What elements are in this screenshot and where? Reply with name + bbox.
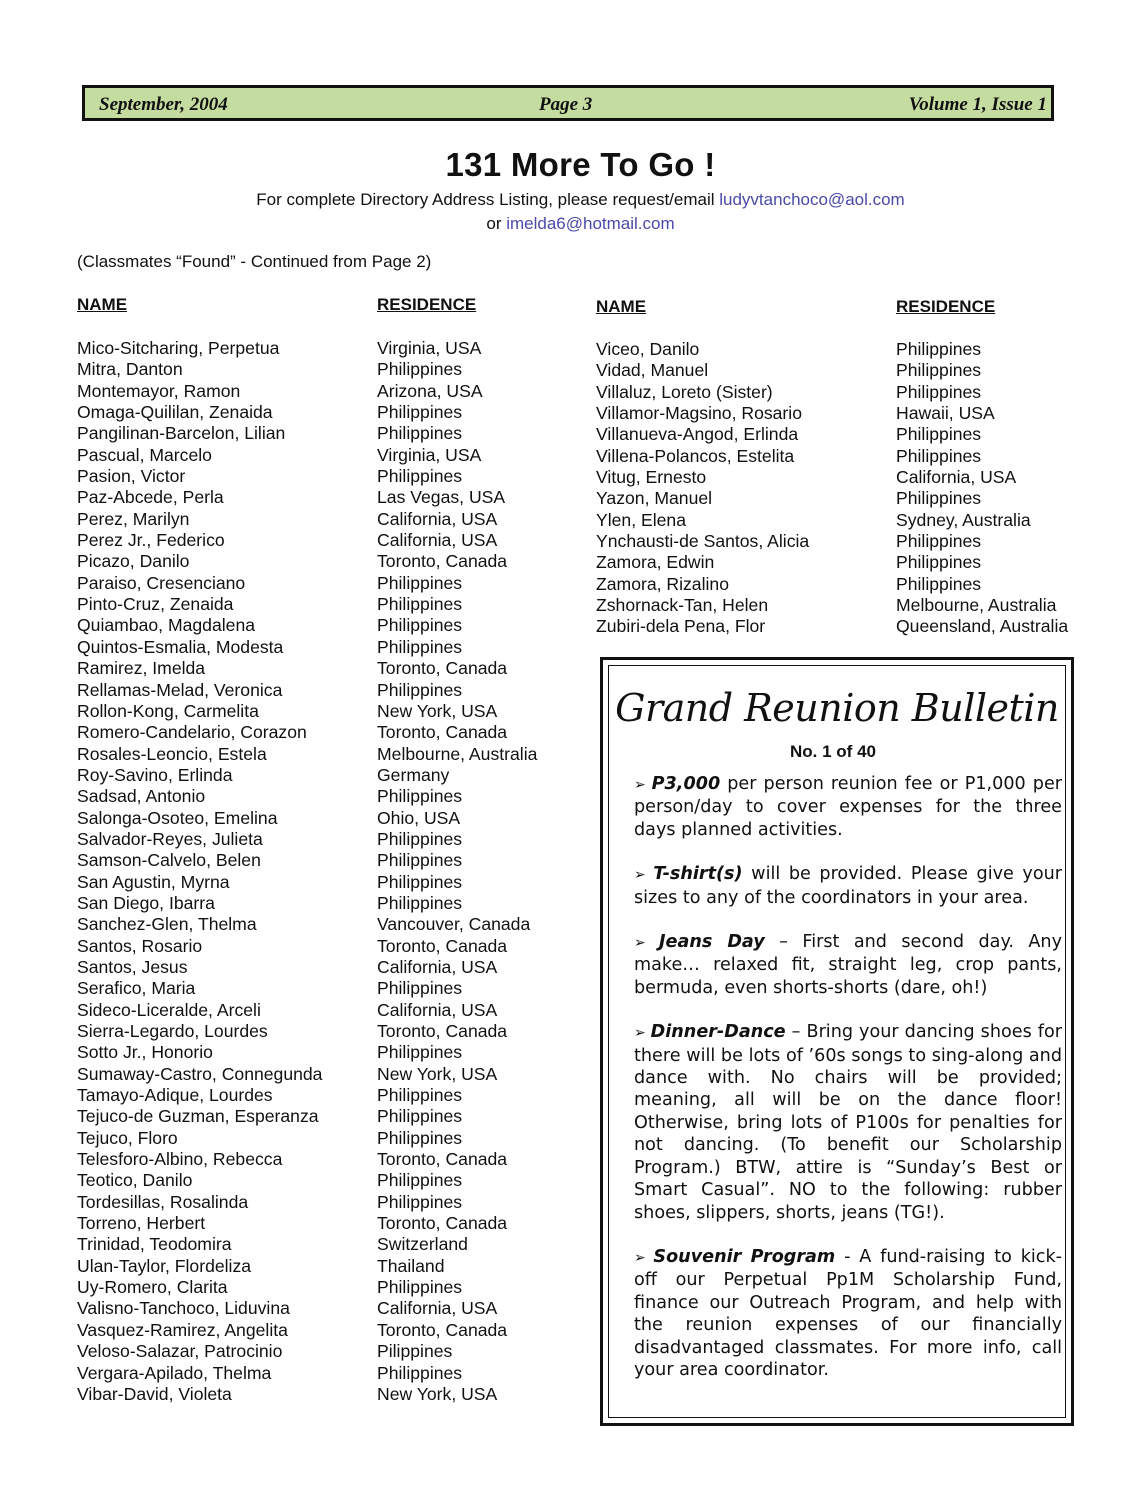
classmate-name: Roy-Savino, Erlinda <box>77 764 233 785</box>
right-residence-header: RESIDENCE <box>896 297 996 316</box>
arrow-bullet-icon: ➢ <box>634 935 660 952</box>
email-link-2[interactable]: imelda6@hotmail.com <box>506 214 675 233</box>
classmate-residence: Pilippines <box>377 1341 453 1362</box>
bulletin-item-key: Souvenir Program <box>653 1246 836 1267</box>
classmate-residence: Toronto, Canada <box>377 551 508 572</box>
page-number: Page 3 <box>539 94 593 115</box>
classmate-residence: California, USA <box>377 530 498 551</box>
classmate-name: Mitra, Danton <box>77 359 183 380</box>
classmate-residence: Philippines <box>377 466 463 487</box>
classmate-name: Veloso-Salazar, Patrocinio <box>77 1341 283 1362</box>
classmate-name: San Agustin, Myrna <box>77 871 230 892</box>
contact-or: or <box>486 214 507 233</box>
bulletin-item <box>634 773 1062 841</box>
classmate-name: Salvador-Reyes, Julieta <box>77 828 263 849</box>
classmate-name: Telesforo-Albino, Rebecca <box>77 1149 283 1170</box>
classmate-name: Sanchez-Glen, Thelma <box>77 914 257 935</box>
classmate-residence: Philippines <box>377 1277 463 1298</box>
arrow-bullet-icon: ➢ <box>634 1249 654 1266</box>
classmate-residence: Philippines <box>377 1362 463 1383</box>
classmate-name: Perez Jr., Federico <box>77 530 225 551</box>
page-title: 131 More To Go ! <box>445 146 716 183</box>
classmate-name: Mico-Sitcharing, Perpetua <box>77 338 280 358</box>
classmate-residence: Philippines <box>377 615 463 636</box>
classmate-residence: Philippines <box>896 531 982 552</box>
classmate-name: Tamayo-Adique, Lourdes <box>77 1085 273 1106</box>
classmate-name: Rosales-Leoncio, Estela <box>77 743 267 764</box>
classmate-residence: Philippines <box>896 424 982 445</box>
classmate-residence: California, USA <box>377 1298 498 1319</box>
bulletin-item-text: - A fund-raising to kick-off our Perpetual Pp1M Scholarship Fund, finance our Outreach Program, and help with the reunion expenses of our financially disadvantaged classmates. For more info, call your area coordinator. <box>634 1246 1062 1380</box>
classmate-residence: Las Vegas, USA <box>377 487 506 508</box>
classmate-name: Quiambao, Magdalena <box>77 615 256 636</box>
classmate-name: Vergara-Apilado, Thelma <box>77 1362 272 1383</box>
right-name-list <box>596 339 809 638</box>
classmate-residence: Philippines <box>896 381 982 402</box>
email-link-1[interactable]: ludyvtanchoco@aol.com <box>719 190 905 209</box>
classmate-name: Villamor-Magsino, Rosario <box>596 403 802 424</box>
bulletin-item-key: Dinner-Dance <box>650 1022 786 1043</box>
classmate-name: Trinidad, Teodomira <box>77 1234 232 1255</box>
arrow-bullet-icon: ➢ <box>634 867 654 884</box>
classmate-name: Salonga-Osoteo, Emelina <box>77 807 278 828</box>
bulletin-items <box>634 773 1062 1403</box>
classmate-residence: Switzerland <box>377 1234 468 1255</box>
classmate-residence: New York, USA <box>377 1383 498 1404</box>
left-name-list <box>77 338 322 1405</box>
classmate-residence: California, USA <box>377 999 498 1020</box>
classmate-residence: Melbourne, Australia <box>896 595 1057 616</box>
classmate-name: Vibar-David, Violeta <box>77 1383 232 1404</box>
classmate-name: Samson-Calvelo, Belen <box>77 850 261 871</box>
classmate-residence: Melbourne, Australia <box>377 743 538 764</box>
classmate-name: Pasion, Victor <box>77 466 186 487</box>
classmate-name: Romero-Candelario, Corazon <box>77 722 307 743</box>
classmate-residence: Philippines <box>377 594 463 615</box>
bulletin-item-key: Jeans Day <box>659 932 765 953</box>
classmate-name: Ynchausti-de Santos, Alicia <box>596 531 810 552</box>
classmate-residence: New York, USA <box>377 1063 498 1084</box>
right-name-header: NAME <box>596 297 647 316</box>
classmate-residence: Vancouver, Canada <box>377 914 531 935</box>
right-residence-list <box>896 339 1068 638</box>
classmate-residence: Philippines <box>377 423 463 444</box>
classmate-name: Zamora, Edwin <box>596 552 715 573</box>
classmate-residence: Philippines <box>377 871 463 892</box>
classmate-name: Sumaway-Castro, Connegunda <box>77 1063 323 1084</box>
classmate-name: Ramirez, Imelda <box>77 658 206 679</box>
classmate-residence: Germany <box>377 764 450 785</box>
classmate-residence: Philippines <box>896 573 982 594</box>
classmate-name: San Diego, Ibarra <box>77 892 215 913</box>
bulletin-box <box>600 657 1074 1426</box>
classmate-residence: Philippines <box>896 360 982 381</box>
classmate-name: Sadsad, Antonio <box>77 786 206 807</box>
classmate-name: Zshornack-Tan, Helen <box>596 595 769 616</box>
classmate-residence: Philippines <box>377 1170 463 1191</box>
classmate-name: Uy-Romero, Clarita <box>77 1277 228 1298</box>
classmate-name: Pangilinan-Barcelon, Lilian <box>77 423 286 444</box>
classmate-residence: Toronto, Canada <box>377 722 508 743</box>
classmate-residence: Philippines <box>377 636 463 657</box>
classmate-name: Valisno-Tanchoco, Liduvina <box>77 1298 290 1319</box>
classmate-residence: Philippines <box>377 1191 463 1212</box>
classmate-name: Perez, Marilyn <box>77 508 190 529</box>
bulletin-item-key: P3,000 <box>651 774 721 794</box>
classmate-residence: Philippines <box>896 552 982 573</box>
bulletin-item-key: T-shirt(s) <box>653 864 743 885</box>
classmate-name: Villanueva-Angod, Erlinda <box>596 424 799 445</box>
classmate-residence: Philippines <box>896 445 982 466</box>
bulletin-item-text: per person reunion fee or P1,000 per person/day to cover expenses for the three days planned activities. <box>634 774 1062 840</box>
header-bar <box>82 85 1054 121</box>
classmate-residence: Toronto, Canada <box>377 658 508 679</box>
classmate-residence: Philippines <box>377 572 463 593</box>
classmate-name: Paraiso, Cresenciano <box>77 572 246 593</box>
classmate-residence: Philippines <box>377 892 463 913</box>
bulletin-item <box>634 1246 1062 1381</box>
classmate-name: Tordesillas, Rosalinda <box>77 1191 249 1212</box>
classmate-name: Zamora, Rizalino <box>596 573 729 594</box>
classmate-name: Yazon, Manuel <box>596 488 713 509</box>
classmate-name: Vidad, Manuel <box>596 360 709 381</box>
classmate-name: Viceo, Danilo <box>596 339 700 359</box>
classmate-name: Sideco-Liceralde, Arceli <box>77 999 261 1020</box>
bulletin-title: Grand Reunion Bulletin <box>615 686 1059 730</box>
classmate-name: Ylen, Elena <box>596 509 686 530</box>
classmate-name: Zubiri-dela Pena, Flor <box>596 616 766 637</box>
bulletin-item-text: – Bring your dancing shoes for there will be lots of ’60s songs to sing-along and dance with. No chairs will be provided; meaning, all will be on the dance floor! Otherwise, bring lots of P100s for penalties for not dancing. (To benefit our Scholarship Program.) BTW, attire is “Sunday’s Best or Smart Casual”. NO to the following: rubber shoes, slippers, shorts, jeans (TG!). <box>634 1022 1062 1223</box>
classmate-residence: Ohio, USA <box>377 807 461 828</box>
classmate-name: Sierra-Legardo, Lourdes <box>77 1021 268 1041</box>
classmate-residence: Philippines <box>377 679 463 700</box>
contact-line-1 <box>0 190 1121 210</box>
volume-issue: Volume 1, Issue 1 <box>908 94 1047 115</box>
classmate-name: Ulan-Taylor, Flordeliza <box>77 1255 252 1276</box>
contact-prefix: For complete Directory Address Listing, please request/email <box>256 190 720 209</box>
left-residence-list <box>377 338 537 1405</box>
classmate-name: Villaluz, Loreto (Sister) <box>596 381 773 402</box>
classmate-residence: Philippines <box>377 1106 463 1127</box>
classmate-residence: Toronto, Canada <box>377 1213 508 1234</box>
classmate-residence: Toronto, Canada <box>377 1149 508 1170</box>
issue-date: September, 2004 <box>99 94 228 115</box>
classmate-name: Santos, Rosario <box>77 935 203 956</box>
classmate-name: Quintos-Esmalia, Modesta <box>77 636 284 657</box>
contact-line-2 <box>0 214 1121 234</box>
classmate-name: Pinto-Cruz, Zenaida <box>77 594 234 615</box>
classmate-name: Villena-Polancos, Estelita <box>596 445 795 466</box>
classmate-residence: California, USA <box>377 956 498 977</box>
classmate-name: Sotto Jr., Honorio <box>77 1042 213 1063</box>
classmate-residence: Philippines <box>377 1127 463 1148</box>
classmate-residence: Sydney, Australia <box>896 509 1031 530</box>
left-name-header: NAME <box>77 295 128 314</box>
bulletin-subtitle: No. 1 of 40 <box>790 742 876 761</box>
classmate-name: Paz-Abcede, Perla <box>77 487 224 508</box>
bulletin-item <box>634 931 1062 999</box>
classmate-name: Vitug, Ernesto <box>596 467 707 488</box>
classmate-residence: Philippines <box>377 978 463 999</box>
classmate-residence: Toronto, Canada <box>377 935 508 956</box>
classmate-residence: Philippines <box>377 786 463 807</box>
classmate-name: Tejuco-de Guzman, Esperanza <box>77 1106 319 1127</box>
classmate-name: Rollon-Kong, Carmelita <box>77 700 259 721</box>
classmate-name: Pascual, Marcelo <box>77 444 212 465</box>
classmate-residence: Virginia, USA <box>377 338 482 358</box>
arrow-bullet-icon: ➢ <box>634 1025 651 1042</box>
classmate-name: Picazo, Danilo <box>77 551 190 572</box>
classmate-name: Torreno, Herbert <box>77 1213 206 1234</box>
classmate-residence: Philippines <box>377 828 463 849</box>
classmate-name: Montemayor, Ramon <box>77 380 241 401</box>
bulletin-item <box>634 1021 1062 1224</box>
classmate-residence: Hawaii, USA <box>896 403 995 424</box>
classmate-residence: Toronto, Canada <box>377 1021 508 1041</box>
classmate-residence: Philippines <box>377 1042 463 1063</box>
classmate-name: Santos, Jesus <box>77 956 188 977</box>
bulletin-item-text: – First and second day. Any make… relaxed fit, straight leg, crop pants, bermuda, even shorts-shorts (dare, oh!) <box>634 932 1062 998</box>
bulletin-item <box>634 863 1062 909</box>
classmate-name: Omaga-Quililan, Zenaida <box>77 402 273 423</box>
classmate-name: Tejuco, Floro <box>77 1127 178 1148</box>
continued-note: (Classmates “Found” - Continued from Page 2) <box>77 252 432 271</box>
classmate-name: Vasquez-Ramirez, Angelita <box>77 1319 288 1340</box>
classmate-residence: Philippines <box>377 1085 463 1106</box>
classmate-name: Rellamas-Melad, Veronica <box>77 679 283 700</box>
classmate-residence: Philippines <box>896 339 982 359</box>
classmate-residence: Queensland, Australia <box>896 616 1069 637</box>
classmate-name: Serafico, Maria <box>77 978 196 999</box>
classmate-residence: Philippines <box>896 488 982 509</box>
classmate-residence: Philippines <box>377 359 463 380</box>
classmate-residence: Philippines <box>377 850 463 871</box>
left-residence-header: RESIDENCE <box>377 295 477 314</box>
classmate-residence: California, USA <box>377 508 498 529</box>
classmate-residence: New York, USA <box>377 700 498 721</box>
arrow-bullet-icon: ➢ <box>634 777 652 793</box>
classmate-name: Teotico, Danilo <box>77 1170 193 1191</box>
bulletin-inner-frame <box>608 665 1066 1418</box>
classmate-residence: Arizona, USA <box>377 380 483 401</box>
classmate-residence: Virginia, USA <box>377 444 482 465</box>
classmate-residence: California, USA <box>896 467 1017 488</box>
classmate-residence: Philippines <box>377 402 463 423</box>
classmate-residence: Toronto, Canada <box>377 1319 508 1340</box>
classmate-residence: Thailand <box>377 1255 445 1276</box>
bulletin-item-text: will be provided. Please give your sizes to any of the coordinators in your area. <box>634 864 1062 908</box>
